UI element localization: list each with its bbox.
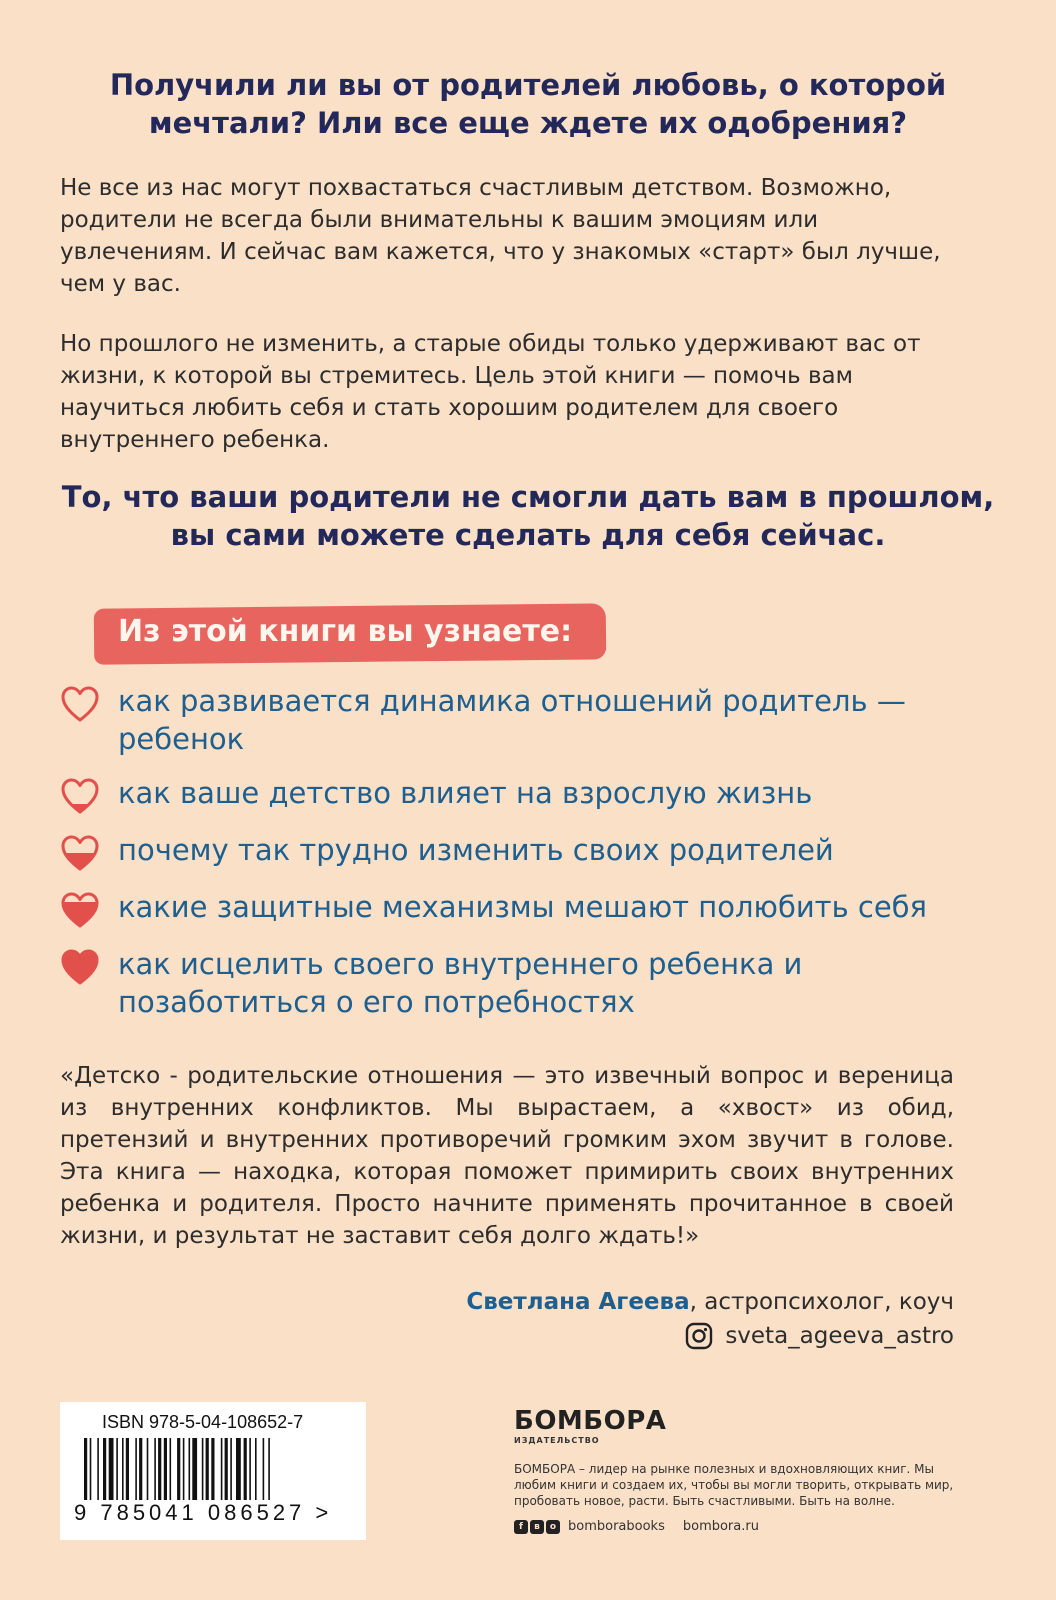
heart-outline-icon [60,685,100,723]
publisher-block [514,1406,974,1534]
barcode-bars [84,1438,344,1500]
list-item [60,831,1000,872]
isbn-text: ISBN 978-5-04-108652-7 [102,1412,304,1432]
barcode-panel [60,1402,366,1540]
list-item-text: почему так трудно изменить своих родителей [118,833,834,867]
headline-promise: То, что ваши родители не смогли дать вам в прошлом, вы сами можете сделать для себя сейчас. [61,480,995,552]
instagram-handle [685,1320,954,1352]
heart-filled-icon [60,948,100,986]
social-icons [514,1520,562,1534]
learn-title: Из этой книги вы узнаете: [118,614,573,649]
list-item-text: как развивается динамика отношений родитель — ребенок [118,684,906,756]
social-handle[interactable]: bomborabooks [568,1519,665,1534]
list-item-text: какие защитные механизмы мешают полюбить себя [118,890,927,924]
heart-mostly-filled-icon [60,891,100,929]
intro-paragraph-2: Но прошлого не изменить, а старые обиды только удерживают вас от жизни, к которой вы стремитесь. Цель этой книги — помочь вам научиться любить себя и стать хорошим родителем для своего внутреннего ребенка. [60,331,921,453]
intro-paragraph-1: Не все из нас могут похвастаться счастливым детством. Возможно, родители не всегда были внимательны к вашим эмоциям или увлечениям. И сейчас вам кажется, что у знакомых «старт» был лучше, чем у вас. [60,175,941,297]
quote-author: Светлана Агеева [466,1289,690,1315]
list-item-text: как исцелить своего внутреннего ребенка и позаботиться о его потребностях [118,947,803,1019]
publisher-site-link[interactable]: bombora.ru [682,1519,759,1534]
list-item [60,682,1000,758]
learn-list [60,682,1000,1021]
ok-icon[interactable]: о [546,1520,560,1534]
publisher-logo: БОМБОРА [514,1406,667,1436]
vk-icon[interactable]: в [530,1520,544,1534]
list-item [60,945,1000,1021]
list-item-text: как ваше детство влияет на взрослую жизнь [118,776,813,810]
facebook-icon[interactable]: f [514,1520,528,1534]
headline-question: Получили ли вы от родителей любовь, о которой мечтали? Или все еще ждете их одобрения? [109,68,947,140]
testimonial-quote: «Детско - родительские отношения — это извечный вопрос и вереница из внутренних конфликтов. Мы вырастаем, а «хвост» из обид, претензий и внутренних противоречий громким эхом звучит в голове. Эта книга — находка, которая поможет примирить своих внутренних ребенка и родителя. Просто начните применять прочитанное в своей жизни, и результат не заставит себя долго ждать!» [60,1063,954,1249]
publisher-links [514,1519,974,1534]
instagram-icon [685,1322,713,1350]
publisher-description: БОМБОРА – лидер на рынке полезных и вдохновляющих книг. Мы любим книги и создаем их, чтобы вы могли творить, открывать мир, пробовать новое, расти. Быть счастливыми. Быть на волне. [514,1462,954,1508]
barcode-digits: 9 785041 086527 > [74,1500,333,1525]
heart-half-filled-icon [60,834,100,872]
list-item [60,888,1000,929]
quote-signature [466,1286,954,1318]
list-item [60,774,1000,815]
quote-author-role: , астропсихолог, коуч [689,1289,954,1315]
heart-quarter-filled-icon [60,777,100,815]
publisher-subtitle: ИЗДАТЕЛЬСТВО [514,1436,600,1445]
instagram-username: sveta_ageeva_astro [725,1323,954,1349]
